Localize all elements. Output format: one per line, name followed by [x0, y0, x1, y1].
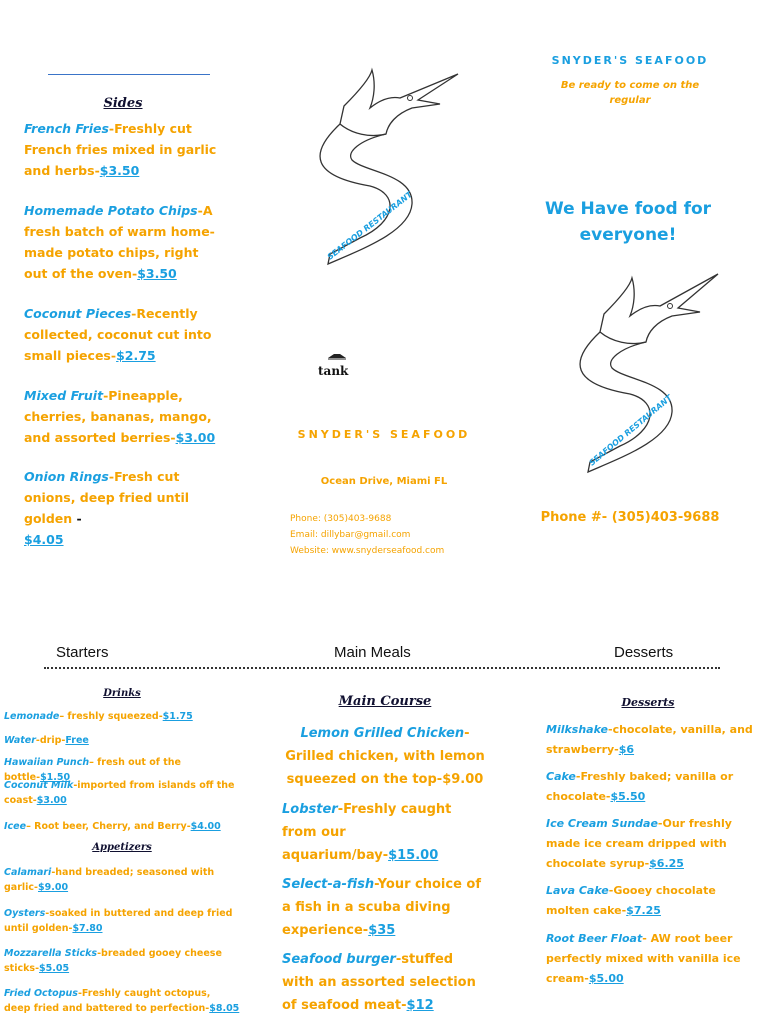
section-desserts: Desserts: [614, 644, 674, 661]
dessert-item: Cake-Freshly baked; vanilla or chocolate-$5.50: [546, 770, 734, 803]
item-name: Fried Octopus: [4, 988, 78, 999]
item-price: $12: [406, 998, 434, 1013]
item-name: Mozzarella Sticks: [4, 948, 98, 959]
item-desc: Your choice of a fish in a scuba diving experience: [282, 877, 481, 938]
item-price: $1.75: [162, 711, 193, 722]
item-desc: freshly squeezed: [67, 711, 159, 722]
side-item: Onion Rings-Fresh cut onions, deep fried until golden - $4.05: [24, 469, 190, 547]
side-item: Mixed Fruit-Pineapple, cherries, bananas, mango, and assorted berries-$3.00: [24, 388, 216, 445]
cover-title: SNYDER'S SEAFOOD: [551, 54, 709, 67]
item-desc: Freshly cut French fries mixed in garlic and herbs: [24, 121, 217, 178]
item-desc: Freshly caught from our aquarium/bay: [282, 802, 452, 863]
item-price: $9.00: [442, 772, 484, 787]
contact-website: Website: www.snyderseafood.com: [290, 546, 445, 556]
cover-phone: Phone #- (305)403-9688: [540, 510, 720, 525]
main-item: Lemon Grilled Chicken-Grilled chicken, with lemon squeezed on the top-$9.00: [285, 726, 485, 787]
dessert-item: Lava Cake-Gooey chocolate molten cake-$7.25: [546, 884, 716, 917]
sides-heading: Sides: [103, 96, 143, 111]
side-item: French Fries-Freshly cut French fries mixed in garlic and herbs-$3.50: [24, 121, 217, 178]
appetizer-item: Fried Octopus-Freshly caught octopus, deep fried and battered to perfection-$8.05: [4, 988, 240, 1014]
item-desc: Freshly baked; vanilla or chocolate: [546, 770, 734, 803]
item-desc: A fresh batch of warm home-made potato chips, right out of the oven: [24, 203, 215, 281]
main-course-heading: Main Course: [338, 694, 432, 709]
item-price: $5.05: [39, 963, 70, 974]
item-price: $3.00: [36, 795, 67, 806]
item-name: Hawaiian Punch: [4, 757, 90, 768]
drink-item: Coconut Milk-imported from islands off the coast-$3.00: [4, 780, 235, 806]
cover-tagline: Be ready to come on the regular: [560, 80, 700, 106]
item-name: Select-a-fish: [282, 877, 375, 892]
tank-icon: [326, 350, 348, 360]
item-price: $3.50: [99, 163, 140, 178]
side-item: Homemade Potato Chips-A fresh batch of warm home-made potato chips, right out of the oven-$3.50: [24, 203, 215, 281]
contact-email: Email: dillybar@gmail.com: [290, 530, 411, 540]
restaurant-address: Ocean Drive, Miami FL: [320, 476, 448, 487]
item-desc: stuffed with an assorted selection of seafood meat: [282, 952, 476, 1013]
item-name: French Fries: [24, 121, 109, 136]
item-name: Water: [4, 735, 36, 746]
item-desc: AW root beer perfectly mixed with vanilla ice cream: [546, 932, 741, 985]
cover-headline: We Have food for everyone!: [544, 199, 712, 245]
main-item: Lobster-Freshly caught from our aquarium/bay-$15.00: [282, 802, 452, 863]
logo-text: SEAFOOD RESTAURANT: [325, 189, 414, 262]
item-price: $9.00: [38, 882, 69, 893]
section-main-meals: Main Meals: [334, 644, 411, 661]
item-price: $5.00: [588, 972, 624, 985]
swordfish-logo: [300, 54, 470, 276]
item-name: Onion Rings: [24, 469, 109, 484]
item-price: $5.50: [610, 790, 646, 803]
appetizer-item: Oysters-soaked in buttered and deep fried until golden-$7.80: [4, 908, 233, 934]
item-name: Coconut Milk: [4, 780, 74, 791]
item-desc: Grilled chicken, with lemon squeezed on the top: [285, 749, 485, 787]
item-price: $8.05: [209, 1003, 240, 1014]
item-price: $7.80: [72, 923, 103, 934]
dessert-item: Ice Cream Sundae-Our freshly made ice cream dripped with chocolate syrup-$6.25: [546, 817, 732, 870]
main-item: Select-a-fish-Your choice of a fish in a scuba diving experience-$35: [282, 877, 481, 938]
section-divider: [44, 667, 720, 669]
tank-label: tank: [318, 364, 349, 378]
item-name: Homemade Potato Chips: [24, 203, 198, 218]
item-name: Lava Cake: [546, 884, 609, 897]
drink-item: Hawaiian Punch– fresh out of the bottle-$1.50: [4, 757, 181, 783]
item-desc: Freshly caught octopus, deep fried and battered to perfection: [4, 988, 211, 1014]
desserts-heading: Desserts: [621, 696, 675, 709]
item-desc: fresh out of the bottle: [4, 757, 181, 783]
dessert-item: Milkshake-chocolate, vanilla, and strawberry-$6: [546, 723, 753, 756]
item-name: Seafood burger: [282, 952, 396, 967]
side-item: Coconut Pieces-Recently collected, coconut cut into small pieces-$2.75: [24, 306, 212, 363]
item-name: Mixed Fruit: [24, 388, 104, 403]
dessert-item: Root Beer Float- AW root beer perfectly mixed with vanilla ice cream-$5.00: [546, 932, 741, 985]
item-desc: Gooey chocolate molten cake: [546, 884, 716, 917]
item-desc: chocolate, vanilla, and strawberry: [546, 723, 753, 756]
item-name: Milkshake: [546, 723, 608, 736]
item-price: $2.75: [116, 348, 156, 363]
item-desc: Our freshly made ice cream dripped with chocolate syrup: [546, 817, 732, 870]
appetizer-item: Calamari-hand breaded; seasoned with garlic-$9.00: [4, 867, 215, 893]
item-name: Ice Cream Sundae: [546, 817, 658, 830]
item-desc: hand breaded; seasoned with garlic: [4, 867, 215, 893]
item-name: Lemonade: [4, 711, 60, 722]
item-price: $4.00: [190, 821, 221, 832]
item-name: Cake: [546, 770, 576, 783]
contact-phone: Phone: (305)403-9688: [290, 514, 392, 524]
item-price: $6: [618, 743, 635, 756]
restaurant-title: SNYDER'S SEAFOOD: [297, 428, 471, 441]
item-price: $35: [368, 923, 396, 938]
item-desc: Pineapple, cherries, bananas, mango, and assorted berries: [24, 388, 212, 445]
item-name: Icee: [4, 821, 27, 832]
item-price: Free: [65, 735, 89, 746]
item-price: $7.25: [626, 904, 661, 917]
item-name: Lobster: [282, 802, 338, 817]
main-item: Seafood burger-stuffed with an assorted selection of seafood meat-$12: [282, 952, 476, 1013]
item-desc: imported from islands off the coast: [4, 780, 235, 806]
item-name: Oysters: [4, 908, 46, 919]
item-desc: Root beer, Cherry, and Berry: [34, 821, 187, 832]
drinks-heading: Drinks: [103, 688, 141, 699]
item-desc: drip: [39, 735, 62, 746]
item-price: $6.25: [649, 857, 684, 870]
item-price: $15.00: [388, 848, 439, 863]
sides-divider: [48, 74, 210, 75]
item-desc: breaded gooey cheese sticks: [4, 948, 222, 974]
item-name: Root Beer Float: [546, 932, 643, 945]
item-desc: Fresh cut onions, deep fried until golden: [24, 469, 190, 526]
drink-item: Lemonade– freshly squeezed-$1.75: [4, 711, 193, 722]
item-desc: soaked in buttered and deep fried until golden: [4, 908, 233, 934]
logo-text: SEAFOOD RESTAURANT: [587, 393, 674, 468]
appetizers-heading: Appetizers: [92, 842, 152, 853]
swordfish-logo: [560, 262, 730, 484]
item-price: $1.50: [40, 772, 71, 783]
item-name: Calamari: [4, 867, 52, 878]
item-price: $4.05: [24, 532, 64, 547]
appetizer-item: Mozzarella Sticks-breaded gooey cheese sticks-$5.05: [4, 948, 222, 974]
drink-item: Icee– Root beer, Cherry, and Berry-$4.00: [4, 821, 221, 832]
item-name: Coconut Pieces: [24, 306, 132, 321]
item-desc: Recently collected, coconut cut into small pieces: [24, 306, 212, 363]
section-starters: Starters: [56, 644, 109, 661]
item-name: Lemon Grilled Chicken: [300, 726, 465, 741]
drink-item: Water-drip-Free: [4, 735, 89, 746]
item-price: $3.00: [175, 430, 216, 445]
item-price: $3.50: [137, 266, 177, 281]
